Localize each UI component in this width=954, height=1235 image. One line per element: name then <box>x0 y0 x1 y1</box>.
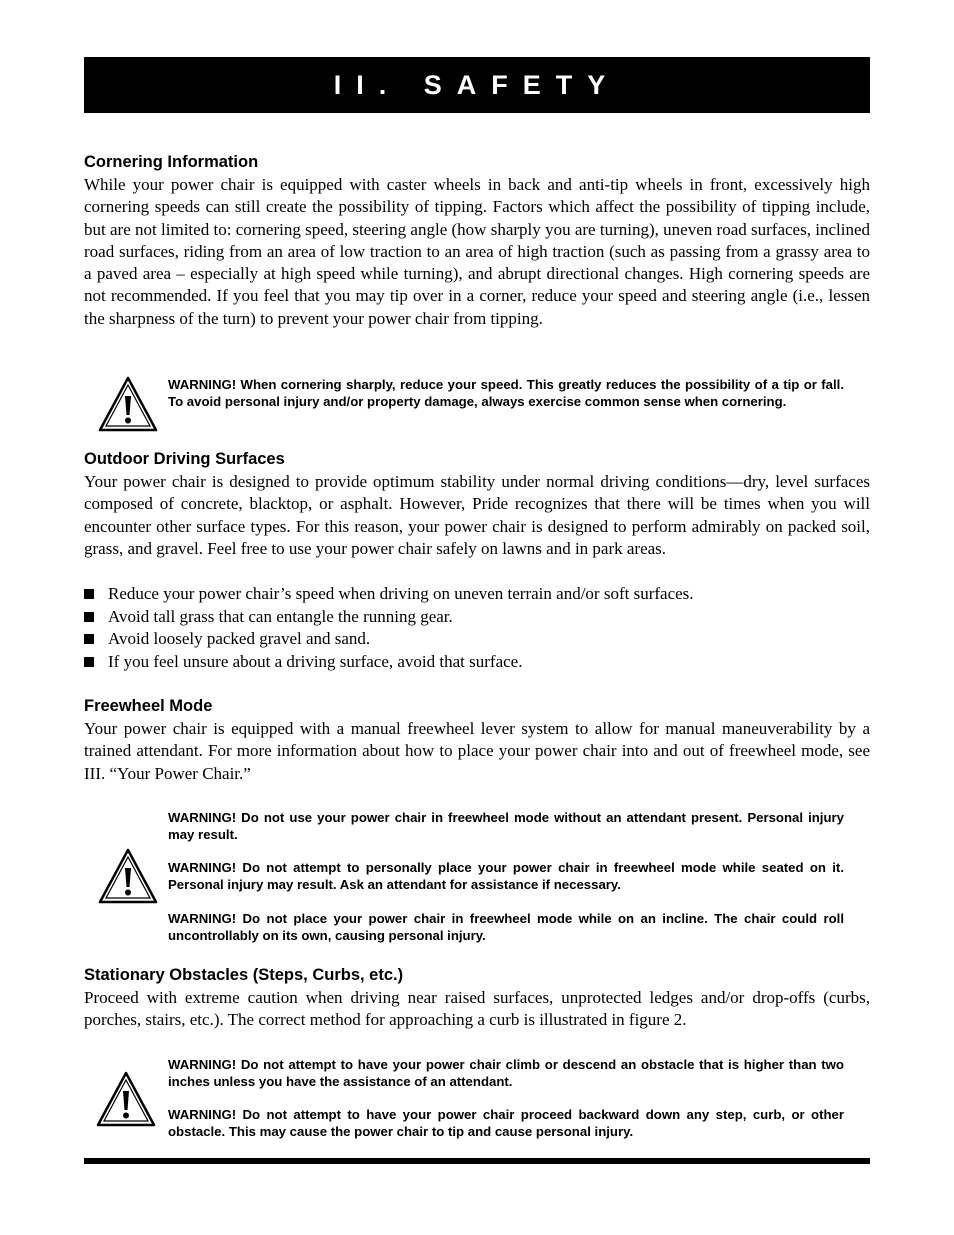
warning-obstacle-backward: WARNING! Do not attempt to have your power chair proceed backward down any step, curb, or other obstacle. This may cause the power chair to tip and cause personal injury. <box>168 1107 844 1139</box>
banner-title: II. SAFETY <box>333 69 621 100</box>
section-banner <box>84 57 870 113</box>
heading-outdoor: Outdoor Driving Surfaces <box>84 450 285 468</box>
list-item: Avoid loosely packed gravel and sand. <box>84 628 870 651</box>
bottom-rule <box>84 1158 870 1164</box>
bullet-square-icon <box>84 657 94 667</box>
warning-triangle-icon <box>98 376 158 432</box>
warning-cornering: WARNING! When cornering sharply, reduce your speed. This greatly reduces the possibility of a tip or fall. To avoid personal injury and/or property damage, always exercise common sense when cornering. <box>168 377 844 409</box>
list-item: If you feel unsure about a driving surface, avoid that surface. <box>84 651 870 674</box>
heading-obstacles: Stationary Obstacles (Steps, Curbs, etc.) <box>84 966 404 984</box>
warning-freewheel-attendant: WARNING! Do not use your power chair in freewheel mode without an attendant present. Personal injury may result. <box>168 810 844 842</box>
warning-obstacle-height: WARNING! Do not attempt to have your power chair climb or descend an obstacle that is higher than two inches unless you have the assistance of an attendant. <box>168 1057 844 1089</box>
bullet-list-outdoor <box>84 583 870 673</box>
warning-freewheel-seated: WARNING! Do not attempt to personally place your power chair in freewheel mode while seated on it. Personal injury may result. Ask an attendant for assistance if necessary. <box>168 860 844 892</box>
warning-freewheel-incline: WARNING! Do not place your power chair in freewheel mode while on an incline. The chair could roll uncontrollably on its own, causing personal injury. <box>168 911 844 943</box>
paragraph-obstacles: Proceed with extreme caution when driving near raised surfaces, unprotected ledges and/or drop-offs (curbs, porches, stairs, etc.). The correct method for approaching a curb is illustrated in figure 2. <box>84 988 870 1030</box>
paragraph-cornering: While your power chair is equipped with caster wheels in back and anti-tip wheels in front, excessively high cornering speeds can still create the possibility of tipping. Factors which affect the possibility of tipping include, but are not limited to: cornering speed, steering angle (how sharply you are turning), uneven road surfaces, inclined road surfaces, riding from an area of low traction to an area of high traction (such as passing from a grassy area to a paved area – especially at high speed while turning), and abrupt directional changes. High cornering speeds are not recommended. If you feel that you may tip over in a corner, reduce your speed and steering angle (i.e., lessen the sharpness of the turn) to prevent your power chair from tipping. <box>84 175 870 328</box>
bullet-square-icon <box>84 634 94 644</box>
paragraph-outdoor: Your power chair is designed to provide optimum stability under normal driving conditions—dry, level surfaces composed of concrete, blacktop, or asphalt. However, Pride recognizes that there will be times when you will encounter other surface types. For this reason, your power chair is designed to perform admirably on packed soil, grass, and gravel. Feel free to use your power chair safely on lawns and in park areas. <box>84 472 870 558</box>
bullet-square-icon <box>84 612 94 622</box>
list-item: Avoid tall grass that can entangle the running gear. <box>84 606 870 629</box>
list-item: Reduce your power chair’s speed when driving on uneven terrain and/or soft surfaces. <box>84 583 870 606</box>
paragraph-freewheel: Your power chair is equipped with a manual freewheel lever system to allow for manual maneuverability by a trained attendant. For more information about how to place your power chair into and out of freewheel mode, see III. “Your Power Chair.” <box>84 719 870 783</box>
heading-freewheel: Freewheel Mode <box>84 697 213 715</box>
warning-triangle-icon <box>96 1071 156 1127</box>
heading-cornering: Cornering Information <box>84 153 259 171</box>
warning-triangle-icon <box>98 848 158 904</box>
bullet-square-icon <box>84 589 94 599</box>
